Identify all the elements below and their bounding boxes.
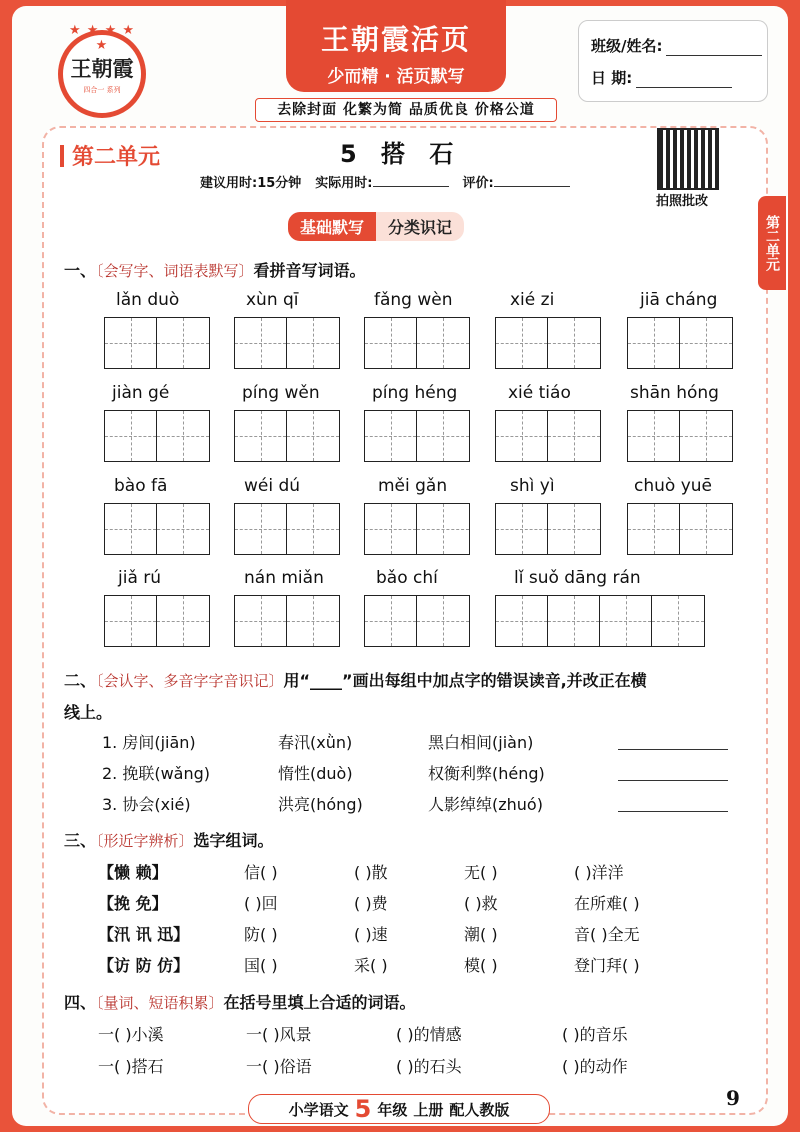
char-grid[interactable] — [364, 503, 470, 555]
char-grid[interactable] — [495, 317, 601, 369]
q4-blank[interactable]: ( )的石头 — [396, 1057, 462, 1076]
char-grid[interactable] — [495, 410, 601, 462]
q4-blank[interactable]: 一( )搭石 — [98, 1057, 164, 1076]
q2-text-cont: 线上。 — [64, 703, 113, 722]
time-meta — [200, 172, 570, 191]
q2-item: 2. 挽联(wǎng) — [102, 764, 211, 783]
q3-blank[interactable]: 国( ) — [244, 956, 278, 975]
q3-blank[interactable]: 采( ) — [354, 956, 388, 975]
q1-tag: 〔会写字、词语表默写〕 — [96, 262, 254, 280]
pinyin: lǐ suǒ dāng rán — [514, 568, 641, 588]
q3-blank[interactable]: 音( )全无 — [574, 925, 640, 944]
answer-line[interactable] — [618, 749, 728, 750]
q4-blank[interactable]: ( )的音乐 — [562, 1025, 628, 1044]
pinyin: jiàn gé — [112, 383, 170, 403]
q2-item: 春汛(xǜn) — [278, 733, 353, 752]
pinyin: bǎo chí — [376, 568, 438, 588]
q3-blank[interactable]: 潮( ) — [464, 925, 498, 944]
q3-blank[interactable]: ( )救 — [464, 894, 498, 913]
question-2 — [64, 668, 647, 691]
footer-edition: 配人教版 — [449, 1100, 510, 1119]
char-grid[interactable] — [234, 317, 340, 369]
char-grid[interactable] — [364, 410, 470, 462]
q4-blank[interactable]: 一( )俗语 — [246, 1057, 312, 1076]
q3-blank[interactable]: 防( ) — [244, 925, 278, 944]
pinyin: shān hóng — [630, 383, 719, 403]
char-grid-4[interactable] — [495, 595, 705, 647]
char-grid[interactable] — [104, 317, 210, 369]
char-grid[interactable] — [627, 503, 733, 555]
pinyin: xié zi — [510, 290, 555, 310]
logo-sub: 四合一 系列 — [83, 86, 121, 94]
char-grid[interactable] — [364, 317, 470, 369]
tab-basic-dictation[interactable]: 基础默写 — [288, 212, 376, 241]
q4-tag: 〔量词、短语积累〕 — [96, 994, 224, 1012]
pinyin: jiǎ rú — [118, 568, 162, 588]
q3-chars: 【访 防 仿】 — [98, 956, 190, 975]
actual-time-label: 实际用时: — [315, 176, 373, 191]
side-unit-tab: 第二单元 — [758, 196, 786, 290]
q4-text: 在括号里填上合适的词语。 — [223, 993, 416, 1012]
footer-badge — [248, 1094, 550, 1124]
q3-chars: 【汛 讯 迅】 — [98, 925, 190, 944]
q3-text: 选字组词。 — [193, 831, 274, 850]
eval-field[interactable] — [494, 174, 570, 187]
pinyin: píng wěn — [242, 383, 320, 403]
char-grid[interactable] — [627, 410, 733, 462]
pinyin: bào fā — [114, 476, 168, 496]
q2-item: 3. 协会(xié) — [102, 795, 191, 814]
q3-chars: 【懒 赖】 — [98, 863, 168, 882]
q3-num: 三、 — [64, 831, 97, 850]
brand-logo — [58, 23, 146, 118]
q4-blank[interactable]: ( )的动作 — [562, 1057, 628, 1076]
lesson-title: 5 搭 石 — [340, 140, 462, 168]
q2-item: 洪亮(hóng) — [278, 795, 363, 814]
date-field[interactable] — [636, 73, 732, 88]
answer-line[interactable] — [618, 780, 728, 781]
actual-time-field[interactable] — [373, 174, 449, 187]
q2-item: 人影绰绰(zhuó) — [428, 795, 543, 814]
q3-blank[interactable]: 无( ) — [464, 863, 498, 882]
char-grid[interactable] — [627, 317, 733, 369]
question-3 — [64, 828, 274, 851]
pinyin: jiā cháng — [640, 290, 718, 310]
q3-tag: 〔形近字辨析〕 — [96, 832, 194, 850]
eval-label: 评价: — [462, 176, 494, 191]
q4-blank[interactable]: 一( )小溪 — [98, 1025, 164, 1044]
char-grid[interactable] — [104, 595, 210, 647]
class-info-box — [578, 20, 768, 102]
q2-tag: 〔会认字、多音字字音识记〕 — [96, 672, 284, 690]
page-number: 9 — [726, 1086, 740, 1110]
section-tabs — [288, 212, 464, 241]
pinyin: xié tiáo — [508, 383, 571, 403]
q3-blank[interactable]: ( )散 — [354, 863, 388, 882]
q1-text: 看拼音写词语。 — [253, 261, 366, 280]
pinyin: fǎng wèn — [374, 290, 453, 310]
q3-blank[interactable]: ( )费 — [354, 894, 388, 913]
class-label: 班级/姓名: — [591, 37, 663, 55]
pinyin: lǎn duò — [116, 290, 180, 310]
footer-grade-label: 年级 — [377, 1100, 408, 1119]
pinyin: měi gǎn — [378, 476, 448, 496]
slogan: 去除封面 化繁为简 品质优良 价格公道 — [255, 98, 557, 122]
char-grid[interactable] — [495, 503, 601, 555]
q2-num: 二、 — [64, 671, 97, 690]
q1-num: 一、 — [64, 261, 97, 280]
q3-blank[interactable]: ( )回 — [244, 894, 278, 913]
q2-text: 用“____”画出每组中加点字的错误读音,并改正在横 — [283, 671, 647, 690]
footer-subject: 小学语文 — [288, 1100, 349, 1119]
unit-label: 第二单元 — [60, 140, 160, 171]
question-4 — [64, 990, 416, 1013]
q3-blank[interactable]: 登门拜( ) — [574, 956, 640, 975]
q4-blank[interactable]: 一( )风景 — [246, 1025, 312, 1044]
char-grid[interactable] — [234, 595, 340, 647]
char-grid[interactable] — [104, 410, 210, 462]
footer-volume: 上册 — [413, 1100, 444, 1119]
pinyin: wéi dú — [244, 476, 301, 496]
q3-blank[interactable]: 模( ) — [464, 956, 498, 975]
pinyin: píng héng — [372, 383, 458, 403]
tab-category[interactable]: 分类识记 — [376, 212, 464, 241]
char-grid[interactable] — [234, 503, 340, 555]
qr-label: 拍照批改 — [656, 194, 709, 209]
char-grid[interactable] — [104, 503, 210, 555]
stars-icon: ★ ★ ★ ★ ★ — [69, 23, 136, 53]
footer-grade: 5 — [354, 1095, 372, 1123]
class-name-field[interactable] — [666, 41, 762, 56]
qr-code-icon[interactable] — [657, 128, 719, 190]
suggest-time: 建议用时:15分钟 — [200, 176, 302, 191]
q3-blank[interactable]: 在所难( ) — [574, 894, 640, 913]
q3-blank[interactable]: 信( ) — [244, 863, 278, 882]
q3-blank[interactable]: ( )速 — [354, 925, 388, 944]
brand-title: 王朝霞活页 — [320, 23, 471, 56]
brand-banner — [286, 0, 506, 92]
brand-tagline: 少而精 · 活页默写 — [327, 67, 465, 87]
char-grid[interactable] — [234, 410, 340, 462]
q4-blank[interactable]: ( )的情感 — [396, 1025, 462, 1044]
q4-num: 四、 — [64, 993, 97, 1012]
answer-line[interactable] — [618, 811, 728, 812]
q2-item: 权衡利弊(héng) — [428, 764, 545, 783]
question-1 — [64, 258, 366, 281]
date-label: 日 期: — [591, 69, 633, 87]
pinyin: nán miǎn — [244, 568, 324, 588]
logo-name: 王朝霞 — [70, 56, 134, 81]
pinyin: chuò yuē — [634, 476, 712, 496]
q2-item: 1. 房间(jiān) — [102, 733, 196, 752]
q2-item: 黑白相间(jiàn) — [428, 733, 534, 752]
char-grid[interactable] — [364, 595, 470, 647]
q3-blank[interactable]: ( )洋洋 — [574, 863, 624, 882]
pinyin: shì yì — [510, 476, 555, 496]
pinyin: xùn qī — [246, 290, 299, 310]
q3-chars: 【挽 免】 — [98, 894, 168, 913]
q2-item: 惰性(duò) — [278, 764, 353, 783]
